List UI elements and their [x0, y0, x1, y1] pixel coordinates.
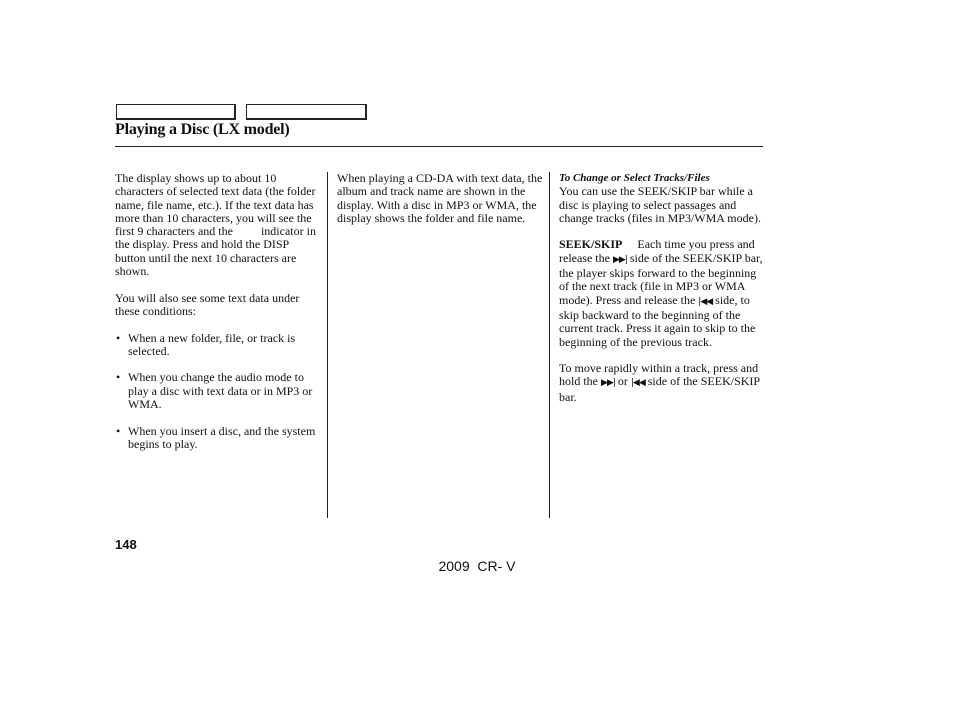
bullet-icon: •: [116, 370, 121, 385]
seek-text-b: side of the SEEK/SKIP bar, the player skips forward to the beginning of the next track (file in MP3 or WMA mode). Press and release the: [559, 250, 763, 307]
list-item: [115, 425, 321, 452]
seek-skip-label: SEEK/SKIP: [559, 237, 623, 252]
p3-text-b: side of the SEEK/SKIP bar.: [559, 374, 760, 404]
skip-forward-icon: ▶▶|: [601, 378, 615, 389]
seek-text-c: side, to skip backward to the beginning of the current track. Press it again to skip to the beginning of the previous track.: [559, 292, 756, 349]
p3-or: or: [617, 374, 628, 389]
p3-text-a: To move rapidly within a track, press and hold the: [559, 361, 759, 389]
header-tab-box-2: [246, 104, 367, 120]
page-number: 148: [115, 537, 137, 552]
col2-paragraph-1: When playing a CD-DA with text data, the album and track name are shown in the display. With a disc in MP3 or WMA, the display shows the folder and file name.: [337, 171, 543, 225]
title-divider: [115, 146, 763, 147]
list-item: [115, 371, 321, 411]
col1-paragraph-1: [115, 172, 321, 278]
column-1: [115, 172, 321, 451]
skip-back-icon: |◀◀: [698, 296, 713, 307]
skip-back-icon: |◀◀: [630, 378, 645, 389]
list-item-text: When you change the audio mode to play a disc with text data or in MP3 or WMA.: [128, 370, 313, 412]
list-item-text: When a new folder, file, or track is selected.: [128, 330, 296, 358]
column-2: [337, 172, 543, 225]
header-tab-box-1: [116, 104, 236, 120]
col1-p1-part-a: The display shows up to about 10 characters of selected text data (the folder name, file name, etc.). If the text data has more than 10 characters, you will see the first 9 characters and the: [115, 171, 316, 239]
footer-model: 2009 CR- V: [438, 558, 516, 574]
section-subheading: To Change or Select Tracks/Files: [559, 172, 710, 184]
column-divider-1: [327, 172, 328, 518]
col3-paragraph-1: You can use the SEEK/SKIP bar while a disc is playing to select passages and change tracks (files in MP3/WMA mode).: [559, 184, 761, 225]
col3-paragraph-3: [559, 362, 765, 404]
col3-seek-paragraph: [559, 238, 765, 348]
column-divider-2: [549, 172, 550, 518]
seek-text-a: Each time you press and release the: [559, 237, 755, 265]
list-item: [115, 332, 321, 359]
bullet-icon: •: [116, 330, 121, 345]
list-item-text: When you insert a disc, and the system begins to play.: [128, 423, 316, 451]
skip-forward-icon: ▶▶|: [612, 254, 627, 265]
column-3: [559, 172, 765, 404]
col1-paragraph-2: You will also see some text data under these conditions:: [115, 290, 300, 318]
col1-p1-part-b: indicator in the display. Press and hold the DISP button until the next 10 characters are shown.: [115, 224, 316, 279]
bullet-icon: •: [116, 423, 121, 438]
page-title: Playing a Disc (LX model): [115, 121, 290, 138]
